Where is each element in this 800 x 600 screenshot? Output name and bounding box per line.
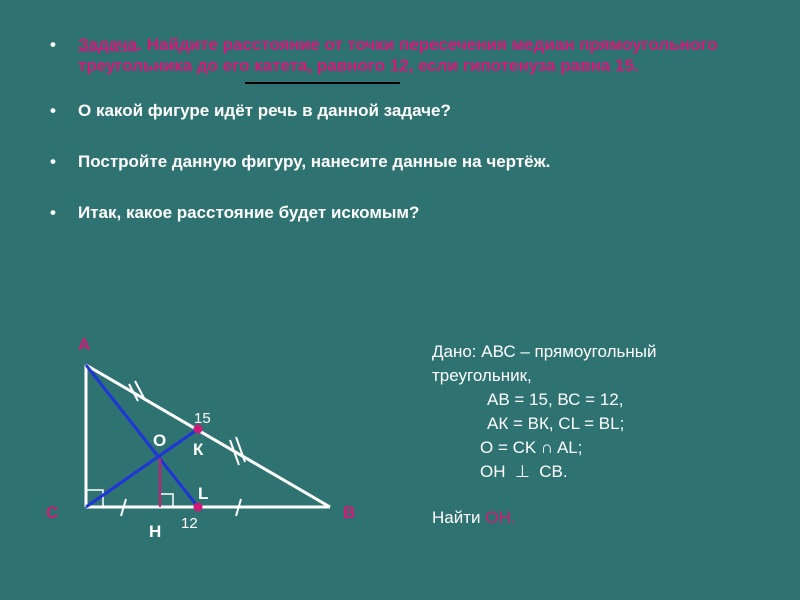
label-o: О (153, 431, 167, 450)
given-block (432, 340, 772, 484)
bullet-task (50, 34, 750, 76)
bullet-dot: • (50, 203, 56, 222)
label-c: С (46, 503, 59, 522)
find-label: Найти (432, 508, 481, 527)
given-line-1: Дано: АВС – прямоугольный (432, 342, 657, 361)
median-ck (86, 429, 198, 507)
given-line-3: АВ = 15, ВС = 12, (487, 390, 624, 409)
find-target: ОН. (485, 508, 516, 527)
label-a: А (78, 335, 91, 354)
triangle-figure (0, 320, 420, 550)
bullet-question-figure (50, 100, 750, 121)
task-underline (245, 82, 400, 84)
task-text: . Найдите расстояние от точки пересечения медиан прямоугольного треугольника до его катета, равного 12, если гипотенуза равна 15. (78, 35, 718, 75)
bullet-construct (50, 151, 750, 172)
label-leg-value: 12 (181, 515, 198, 532)
bullet-question-distance (50, 202, 750, 223)
median-al (86, 365, 198, 507)
given-line-6: OH ⊥ CB. (480, 462, 568, 481)
point-l (194, 503, 203, 512)
bullet-list (50, 34, 750, 223)
right-angle-mark-h (160, 494, 173, 507)
label-h: Н (149, 522, 162, 541)
bullet-text: Постройте данную фигуру, нанесите данные на чертёж. (78, 152, 551, 171)
bullet-dot: • (50, 152, 56, 171)
find-block (432, 508, 515, 528)
label-b: В (343, 503, 356, 522)
bullet-text: О какой фигуре идёт речь в данной задаче? (78, 101, 451, 120)
bullet-dot: • (50, 35, 56, 54)
bullet-text: Итак, какое расстояние будет искомым? (78, 203, 420, 222)
given-line-2: треугольник, (432, 366, 532, 385)
bullet-dot: • (50, 101, 56, 120)
label-hyp-value: 15 (194, 410, 211, 427)
task-word: Задача (78, 35, 138, 54)
label-l: L (198, 484, 209, 503)
label-k: К (193, 440, 204, 459)
given-line-5: O = CK ∩ AL; (480, 438, 583, 457)
given-line-4: АК = ВК, CL = BL; (487, 414, 625, 433)
